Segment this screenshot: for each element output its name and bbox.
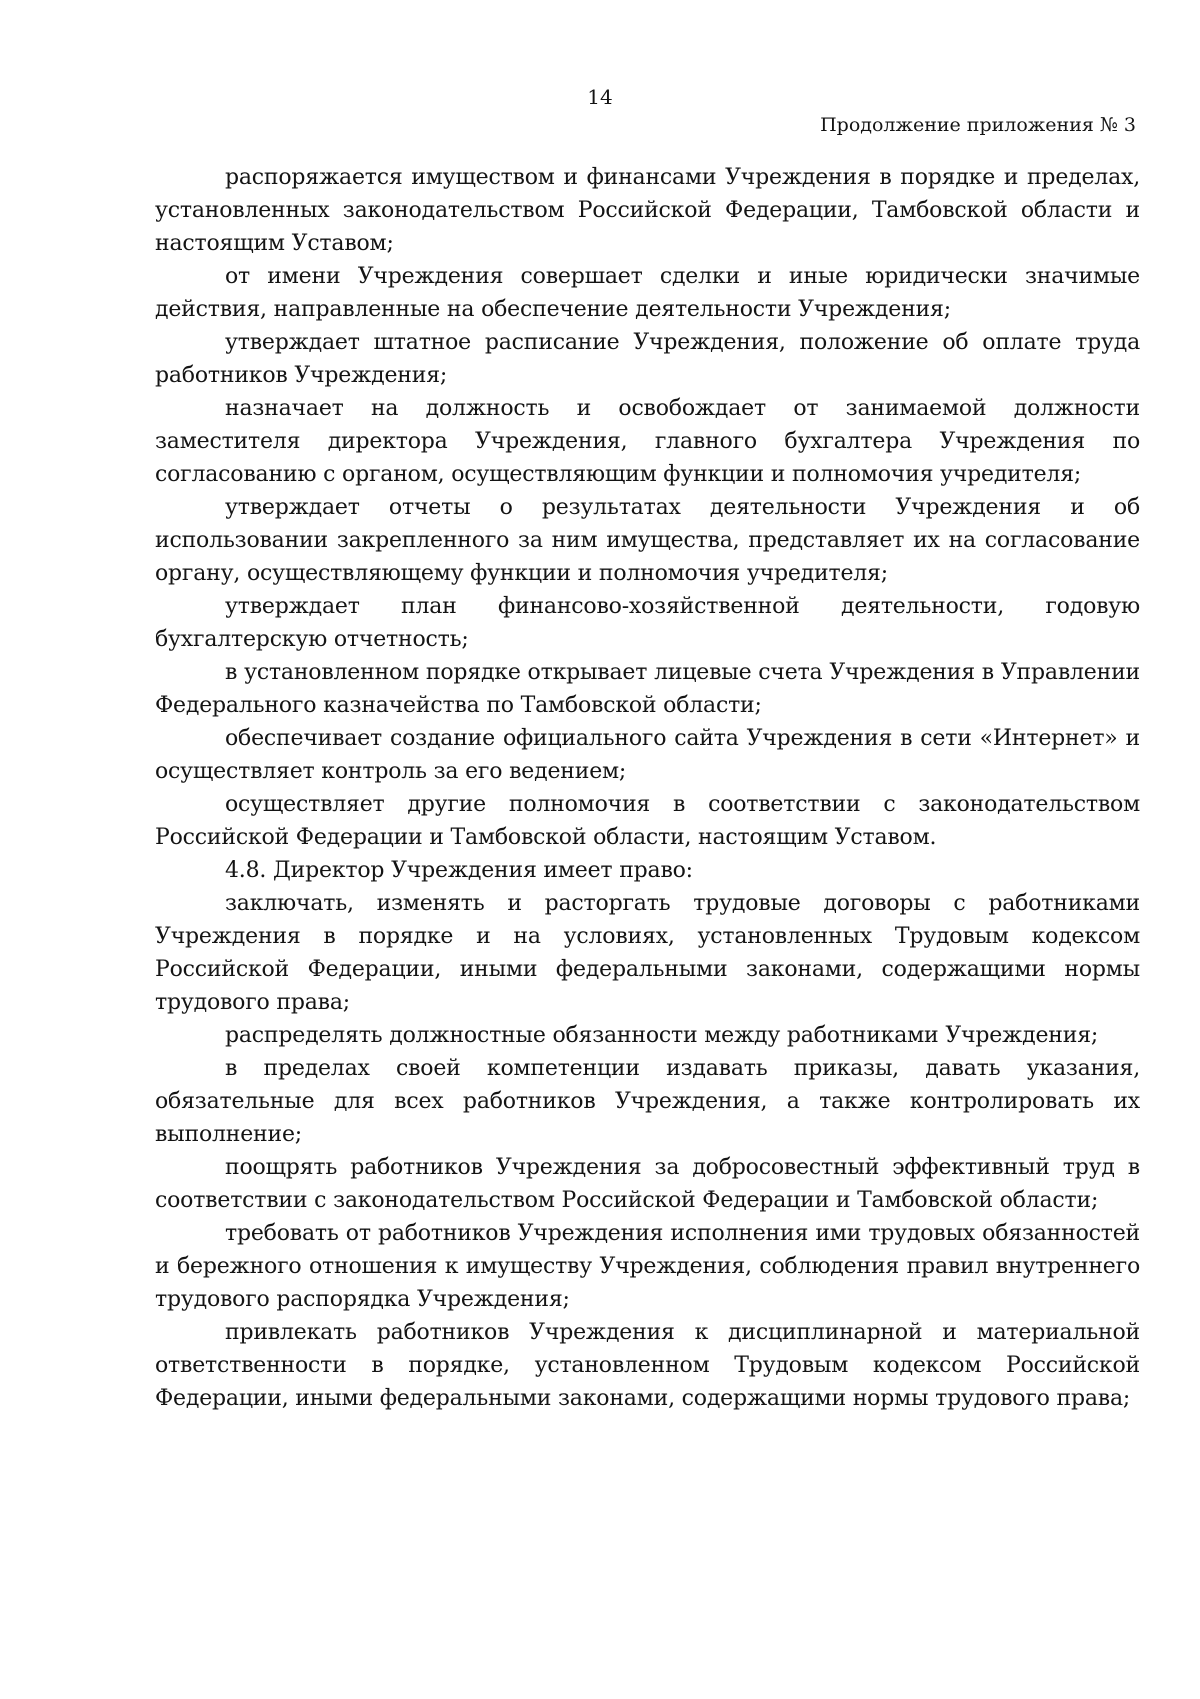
paragraph-approves-reports: утверждает отчеты о результатах деятельности Учреждения и об использовании закрепленного за ним имущества, представляет их на согласование органу, осуществляющему функции и полномочия учредителя; <box>155 495 1140 586</box>
paragraph-manages-property: распоряжается имуществом и финансами Учреждения в порядке и пределах, установленных законодательством Российской Федерации, Тамбовской области и настоящим Уставом; <box>155 165 1140 256</box>
page-number: 14 <box>587 85 613 109</box>
paragraph-official-website: обеспечивает создание официального сайта Учреждения в сети «Интернет» и осуществляет контроль за его ведением; <box>155 726 1140 784</box>
document-body <box>155 161 1140 1415</box>
paragraph-encourages-workers: поощрять работников Учреждения за добросовестный эффективный труд в соответствии с законодательством Российской Федерации и Тамбовской области; <box>155 1155 1140 1213</box>
paragraph-approves-staff-schedule: утверждает штатное расписание Учреждения, положение об оплате труда работников Учреждения; <box>155 330 1140 388</box>
paragraph-other-powers: осуществляет другие полномочия в соответствии с законодательством Российской Федерации и Тамбовской области, настоящим Уставом. <box>155 792 1140 850</box>
section-heading-4-8: 4.8. Директор Учреждения имеет право: <box>225 858 693 883</box>
paragraph-makes-transactions: от имени Учреждения совершает сделки и иные юридически значимые действия, направленные на обеспечение деятельности Учреждения; <box>155 264 1140 322</box>
appendix-continuation-note: Продолжение приложения № 3 <box>820 114 1136 136</box>
paragraph-disciplinary-liability: привлекать работников Учреждения к дисциплинарной и материальной ответственности в порядке, установленном Трудовым кодексом Российской Федерации, иными федеральными законами, содержащими нормы трудового права; <box>155 1320 1140 1411</box>
paragraph-issues-orders: в пределах своей компетенции издавать приказы, давать указания, обязательные для всех работников Учреждения, а также контролировать их выполнение; <box>155 1056 1140 1147</box>
paragraph-requires-duties: требовать от работников Учреждения исполнения ими трудовых обязанностей и бережного отношения к имуществу Учреждения, соблюдения правил внутреннего трудового распорядка Учреждения; <box>155 1221 1140 1312</box>
paragraph-appoints-deputies: назначает на должность и освобождает от занимаемой должности заместителя директора Учреждения, главного бухгалтера Учреждения по согласованию с органом, осуществляющим функции и полномочия учредителя; <box>155 396 1140 487</box>
paragraph-opens-accounts: в установленном порядке открывает лицевые счета Учреждения в Управлении Федерального казначейства по Тамбовской области; <box>155 660 1140 718</box>
paragraph-distributes-duties: распределять должностные обязанности между работниками Учреждения; <box>225 1023 1099 1048</box>
paragraph-approves-financial-plan: утверждает план финансово-хозяйственной деятельности, годовую бухгалтерскую отчетность; <box>155 594 1140 652</box>
paragraph-employment-contracts: заключать, изменять и расторгать трудовые договоры с работниками Учреждения в порядке и на условиях, установленных Трудовым кодексом Российской Федерации, иными федеральными законами, содержащими нормы трудового права; <box>155 891 1140 1015</box>
